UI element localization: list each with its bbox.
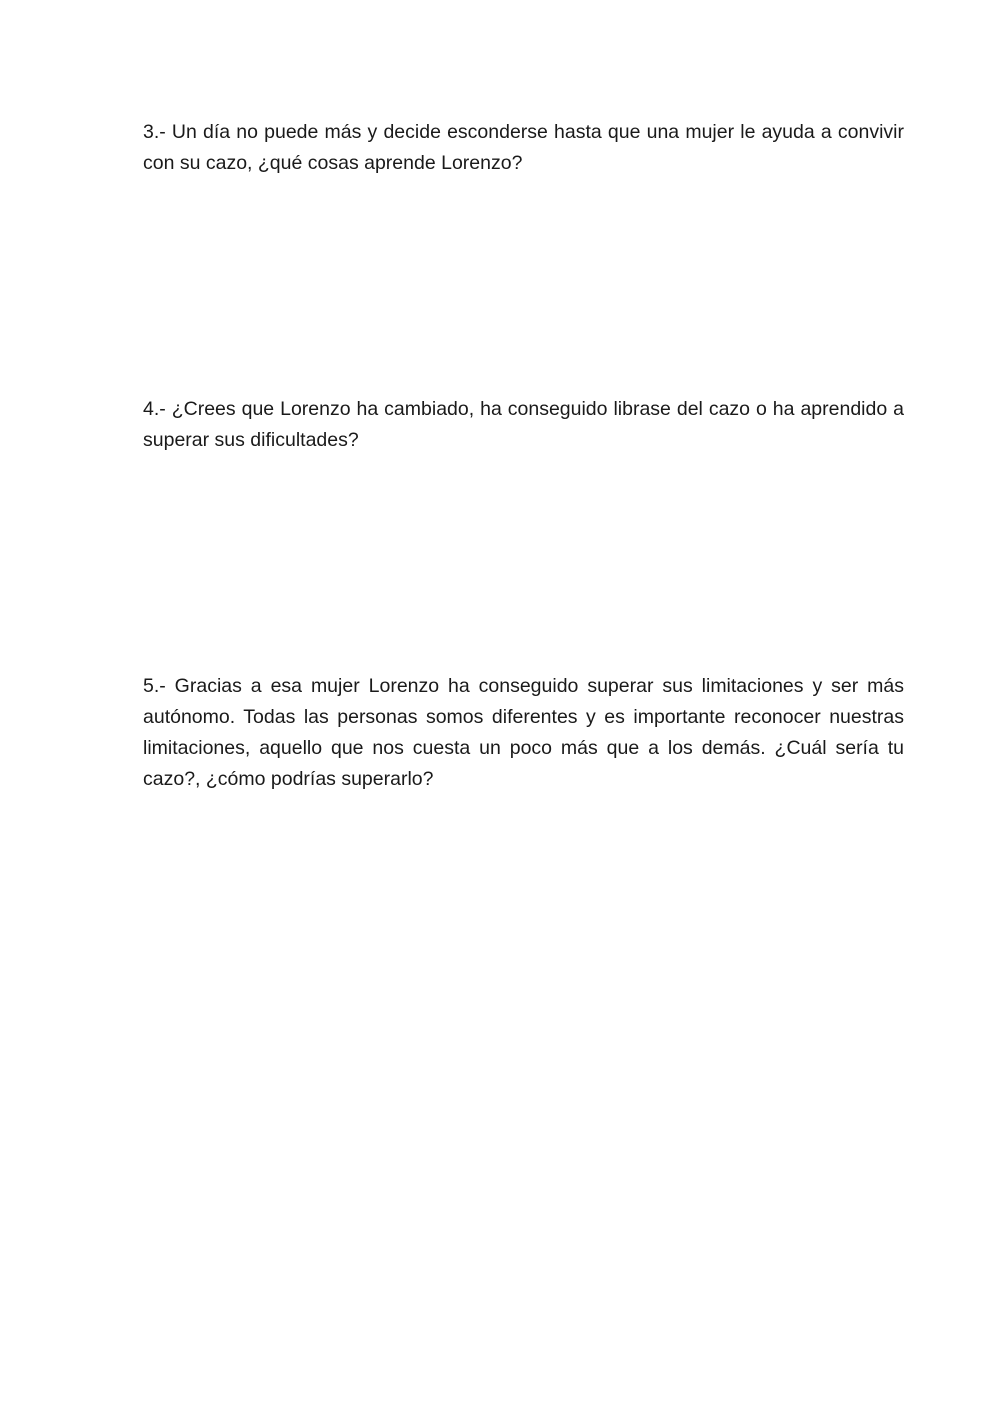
question-5: 5.- Gracias a esa mujer Lorenzo ha conseguido superar sus limitaciones y ser más autónomo. Todas las personas somos diferentes y es importante reconocer nuestras limitaciones, aquello que nos cuesta un poco más que a los demás. ¿Cuál sería tu cazo?, ¿cómo podrías superarlo?: [143, 675, 904, 790]
question-3: 3.- Un día no puede más y decide esconderse hasta que una mujer le ayuda a convivir con su cazo, ¿qué cosas aprende Lorenzo?: [143, 121, 904, 174]
question-4: 4.- ¿Crees que Lorenzo ha cambiado, ha conseguido librase del cazo o ha aprendido a superar sus dificultades?: [143, 398, 904, 451]
